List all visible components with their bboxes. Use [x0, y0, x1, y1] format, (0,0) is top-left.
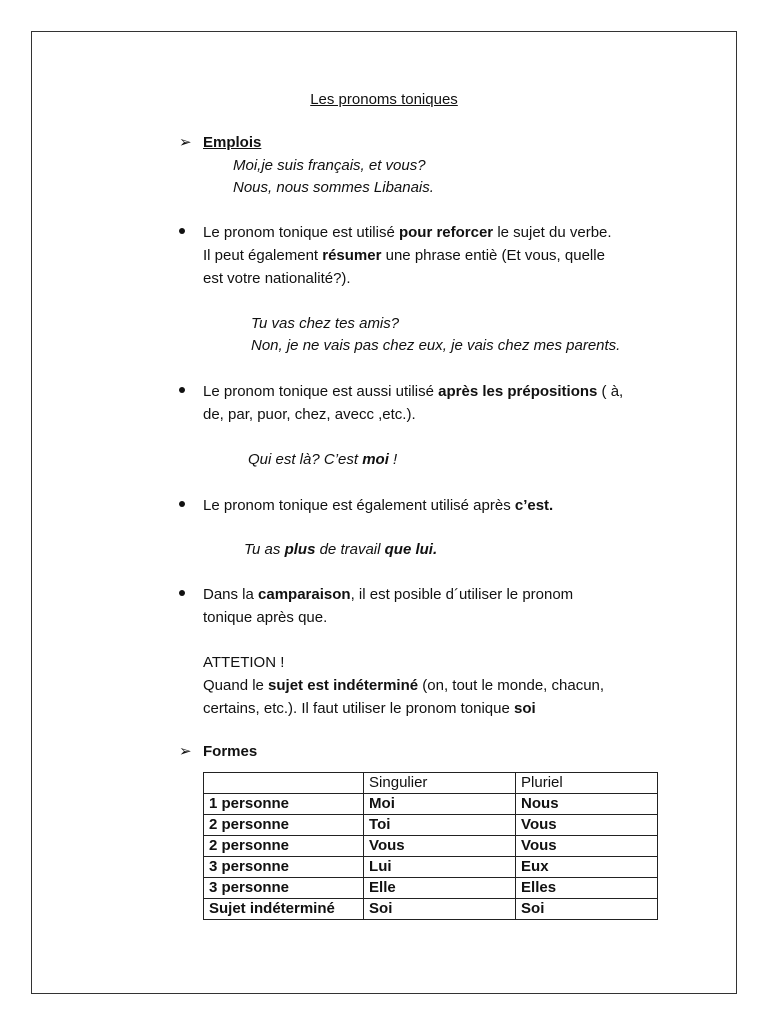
table-header-cell: Singulier — [364, 773, 516, 794]
table-row — [204, 878, 658, 899]
example-line: Qui est là? C’est moi ! — [248, 451, 398, 468]
table-cell: 1 personne — [204, 794, 364, 815]
round-bullet-icon — [179, 501, 185, 507]
table-cell: 3 personne — [204, 857, 364, 878]
table-row — [204, 857, 658, 878]
example-line: Non, je ne vais pas chez eux, je vais chez mes parents. — [251, 337, 621, 354]
table-cell: Elles — [516, 878, 658, 899]
table-cell: 2 personne — [204, 815, 364, 836]
table-cell: Eux — [516, 857, 658, 878]
table-row — [204, 794, 658, 815]
table-cell: Soi — [516, 899, 658, 920]
rule-1-line-1: Le pronom tonique est utilisé pour reforcer le sujet du verbe. — [203, 224, 612, 241]
table-cell: Lui — [364, 857, 516, 878]
table-row — [204, 899, 658, 920]
section-heading-formes: Formes — [203, 743, 258, 760]
rule-2-line-2: de, par, puor, chez, avecc ,etc.). — [203, 406, 416, 423]
table-row — [204, 815, 658, 836]
table-cell: Toi — [364, 815, 516, 836]
table-cell: Elle — [364, 878, 516, 899]
pronoun-forms-table — [203, 772, 658, 920]
arrowhead-bullet-icon: ➢ — [179, 742, 192, 760]
table-header-cell — [204, 773, 364, 794]
round-bullet-icon — [179, 590, 185, 596]
example-line: Nous, nous sommes Libanais. — [233, 179, 434, 196]
table-cell: 2 personne — [204, 836, 364, 857]
round-bullet-icon — [179, 387, 185, 393]
section-heading-emplois: Emplois — [203, 134, 262, 151]
table-cell: Moi — [364, 794, 516, 815]
rule-1-line-3: est votre nationalité?). — [203, 270, 351, 287]
attention-heading: ATTETION ! — [203, 654, 285, 671]
table-header-cell: Pluriel — [516, 773, 658, 794]
rule-1-line-2: Il peut également résumer une phrase entiè (Et vous, quelle — [203, 247, 605, 264]
table-row — [204, 836, 658, 857]
table-header-row — [204, 773, 658, 794]
table-cell: Soi — [364, 899, 516, 920]
round-bullet-icon — [179, 228, 185, 234]
arrowhead-bullet-icon: ➢ — [179, 133, 192, 151]
table-cell: Vous — [516, 836, 658, 857]
attention-line-2: certains, etc.). Il faut utiliser le pronom tonique soi — [203, 700, 536, 717]
example-line: Tu as plus de travail que lui. — [244, 541, 438, 558]
example-line: Moi,je suis français, et vous? — [233, 157, 426, 174]
page-title: Les pronoms toniques — [310, 91, 458, 108]
table-cell: 3 personne — [204, 878, 364, 899]
rule-4-line-2: tonique après que. — [203, 609, 328, 626]
rule-3-line-1: Le pronom tonique est également utilisé après c’est. — [203, 497, 554, 514]
rule-2-line-1: Le pronom tonique est aussi utilisé après les prépositions ( à, — [203, 383, 624, 400]
example-line: Tu vas chez tes amis? — [251, 315, 400, 332]
table-cell: Vous — [364, 836, 516, 857]
attention-line-1: Quand le sujet est indéterminé (on, tout le monde, chacun, — [203, 677, 605, 694]
table-cell: Sujet indéterminé — [204, 899, 364, 920]
rule-4-line-1: Dans la camparaison, il est posible d´utiliser le pronom — [203, 586, 574, 603]
table-cell: Vous — [516, 815, 658, 836]
table-cell: Nous — [516, 794, 658, 815]
